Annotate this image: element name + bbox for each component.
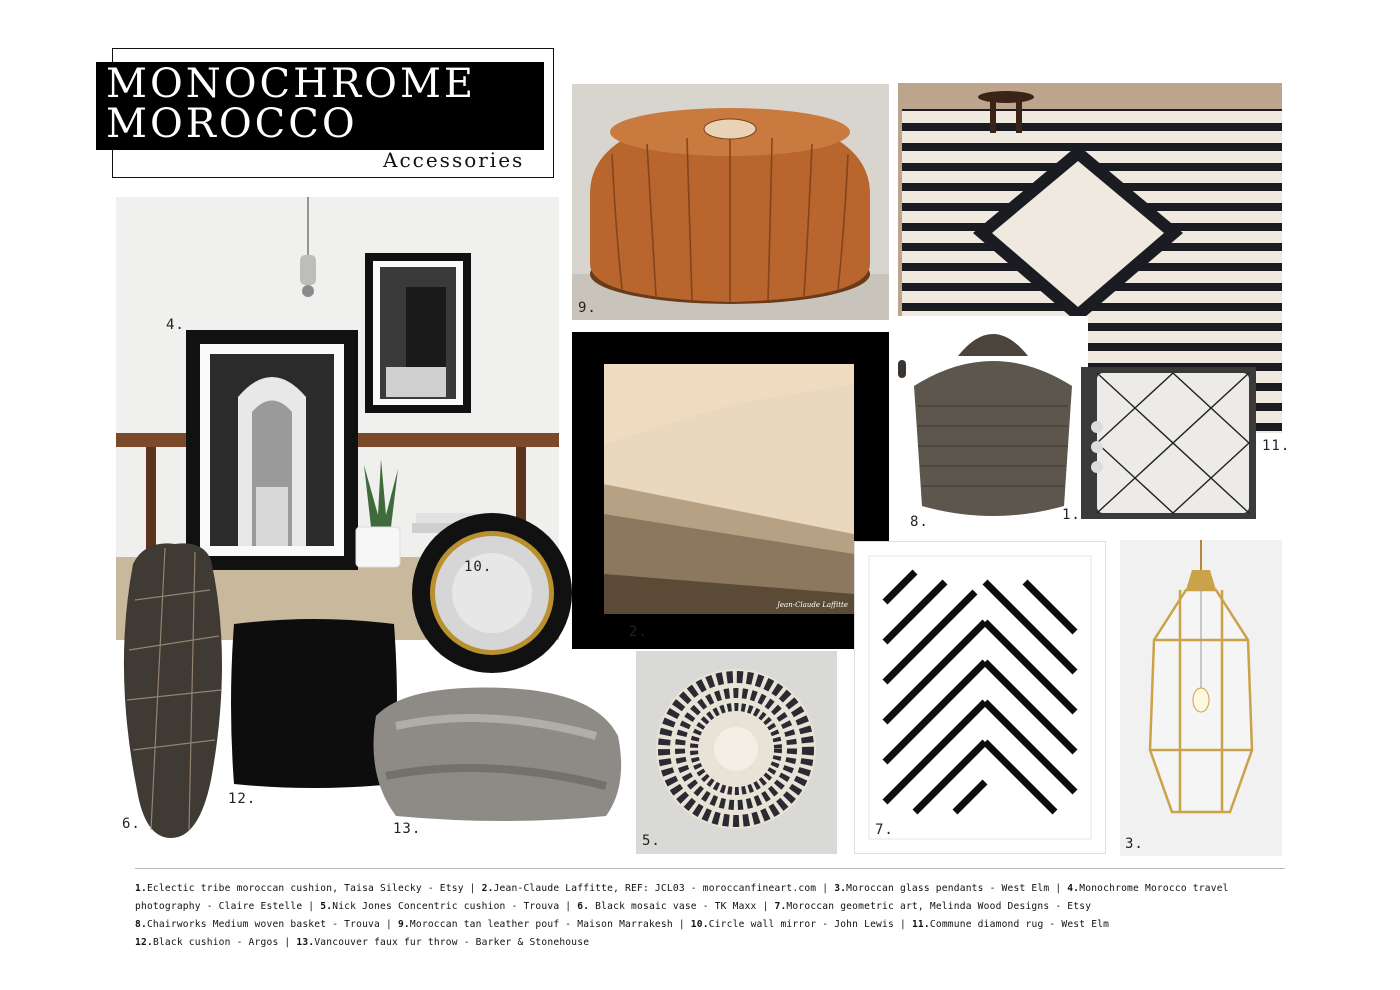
- item-number-4: 4.: [166, 317, 185, 333]
- item-number-13: 13.: [393, 821, 422, 837]
- credit-11: 11.Commune diamond rug - West Elm: [911, 919, 1110, 930]
- item-number-5: 5.: [642, 833, 661, 849]
- photo-signature: Jean-Claude Laffitte: [777, 601, 848, 609]
- circle-mirror-photo: [408, 505, 576, 680]
- credits-list: 1.Eclectic tribe moroccan cushion, Taisa Silecky - Etsy | 2.Jean-Claude Laffitte, REF: JCL03 - moroccanfineart.com | 3.Moroccan glass pendants - West Elm | 4.Monochrome Morocco travel photography - Claire Estelle | 5.Nick Jones Concentric cushion - Trouva | 6. Black mosaic vase - TK Maxx | 7.Moroccan geometric art, Melinda Wood Designs - Etsy 8.Chairworks Medium woven basket - Trouva | 9.Moroccan tan leather pouf - Maison Marrakesh | 10.Circle wall mirror - John Lewis | 11.Commune diamond rug - West Elm 12.Black cushion - Argos | 13.Vancouver faux fur throw - Barker & Stonehouse: [135, 883, 1229, 948]
- tribe-cushion-photo: [1081, 367, 1256, 519]
- glass-pendant-illustration: [1120, 540, 1282, 856]
- credit-1: 1.Eclectic tribe moroccan cushion, Taisa Silecky - Etsy: [135, 883, 464, 894]
- item-number-11: 11.: [1262, 438, 1291, 454]
- credits-divider: [135, 868, 1285, 869]
- item-number-8: 8.: [910, 514, 929, 530]
- title-block: [96, 62, 544, 150]
- woven-basket-illustration: [898, 316, 1088, 533]
- credit-6: 6. Black mosaic vase - TK Maxx: [577, 901, 757, 912]
- circle-mirror-illustration: [408, 505, 576, 680]
- credit-8: 8.Chairworks Medium woven basket - Trouva: [135, 919, 381, 930]
- item-number-6: 6.: [122, 816, 141, 832]
- photograph-image: [604, 364, 854, 614]
- credit-7: 7.Moroccan geometric art, Melinda Wood Designs - Etsy: [774, 901, 1092, 912]
- credit-9: 9.Moroccan tan leather pouf - Maison Marrakesh: [397, 919, 673, 930]
- title-line-2: MOROCCO: [106, 101, 358, 147]
- tribe-cushion-illustration: [1081, 367, 1256, 519]
- concentric-cushion-illustration: [636, 651, 837, 854]
- credit-10: 10.Circle wall mirror - John Lewis: [690, 919, 894, 930]
- fur-throw-illustration: [366, 676, 628, 826]
- item-number-12: 12.: [228, 791, 257, 807]
- leather-pouf-photo: [572, 84, 889, 320]
- credit-12: 12.Black cushion - Argos: [135, 937, 279, 948]
- item-number-9: 9.: [578, 300, 597, 316]
- credit-5: 5.Nick Jones Concentric cushion - Trouva: [320, 901, 560, 912]
- framed-photograph: [572, 332, 889, 649]
- item-number-1: 1.: [1062, 507, 1081, 523]
- leather-pouf-illustration: [572, 84, 889, 320]
- subtitle: Accessories: [383, 148, 525, 172]
- title-line-1: MONOCHROME: [106, 61, 477, 107]
- fur-throw-photo: [366, 676, 628, 826]
- credit-13: 13.Vancouver faux fur throw - Barker & Stonehouse: [296, 937, 590, 948]
- mosaic-vase-illustration: [115, 540, 230, 840]
- credit-4: 4.Monochrome Morocco travel photography - Claire Estelle: [135, 883, 1229, 912]
- item-number-3: 3.: [1125, 836, 1144, 852]
- item-number-2: 2.: [629, 624, 648, 640]
- item-number-7: 7.: [875, 822, 894, 838]
- credit-3: 3.Moroccan glass pendants - West Elm: [834, 883, 1050, 894]
- item-number-10: 10.: [464, 559, 493, 575]
- kasbah-wall-illustration: [604, 364, 854, 614]
- geometric-art-illustration: [855, 542, 1105, 853]
- glass-pendant-photo: [1120, 540, 1282, 856]
- woven-basket-photo: [898, 316, 1088, 533]
- concentric-cushion-photo: [636, 651, 837, 854]
- mosaic-vase-photo: [115, 540, 230, 840]
- geometric-art-frame: [854, 541, 1106, 854]
- credit-2: 2.Jean-Claude Laffitte, REF: JCL03 - moroccanfineart.com: [481, 883, 817, 894]
